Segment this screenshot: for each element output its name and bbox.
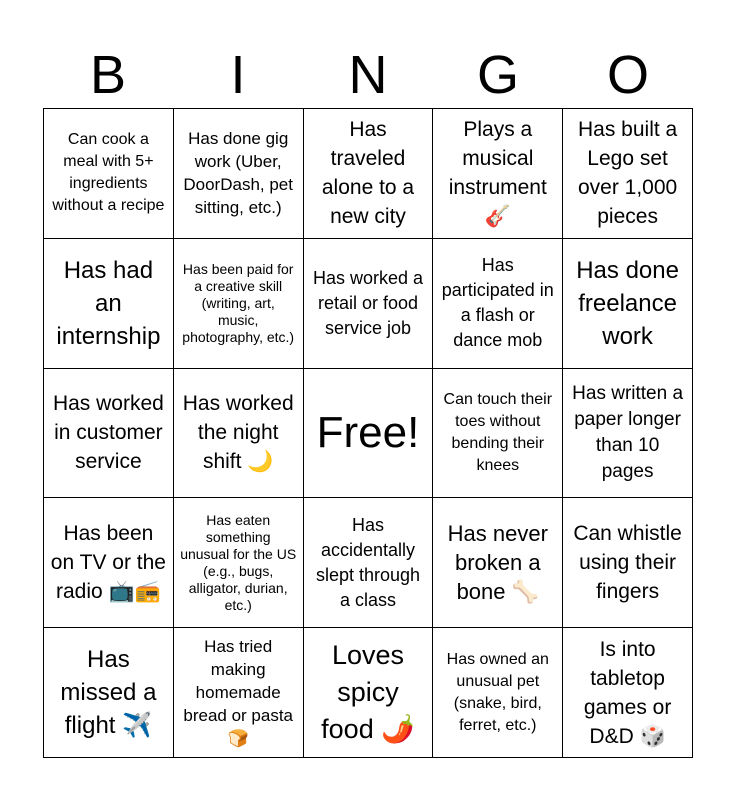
bingo-cell-text: Can touch their toes without bending their knees xyxy=(443,390,553,474)
bingo-cell-text: Has had an internship xyxy=(56,256,161,350)
bingo-cell-text: Has done freelance work xyxy=(576,256,679,350)
header-letter-i: I xyxy=(230,45,246,105)
bingo-cell[interactable] xyxy=(174,628,304,758)
bingo-cell[interactable] xyxy=(433,628,563,758)
bingo-cell[interactable] xyxy=(174,498,304,628)
bingo-cell[interactable] xyxy=(433,369,563,499)
bingo-cell-text: Has worked a retail or food service job xyxy=(312,267,424,338)
bingo-cell-text: Has worked in customer service xyxy=(52,392,164,474)
header-letter-g: G xyxy=(476,45,519,105)
bingo-cell[interactable] xyxy=(563,239,693,369)
bingo-cell[interactable] xyxy=(44,239,174,369)
bingo-cell[interactable] xyxy=(563,109,693,239)
bingo-cell-text: Has missed a flight ✈️ xyxy=(60,646,157,740)
bingo-cell-text: Has accidentally slept through a class xyxy=(315,514,421,610)
bingo-cell[interactable] xyxy=(304,628,434,758)
bingo-cell[interactable] xyxy=(433,109,563,239)
bingo-cell-text: Has never broken a bone 🦴 xyxy=(447,521,548,605)
bingo-cell-text: Can cook a meal with 5+ ingredients without a recipe xyxy=(52,131,165,215)
bingo-cell-text: Has tried making homemade bread or pasta 🍞 xyxy=(183,637,294,749)
header-letter-o: O xyxy=(606,45,649,105)
bingo-cell-text: Has eaten something unusual for the US (e.g., bugs, alligator, durian, etc.) xyxy=(180,511,297,613)
bingo-grid xyxy=(43,108,693,758)
bingo-cell-free[interactable] xyxy=(304,369,434,499)
bingo-cell[interactable] xyxy=(563,369,693,499)
bingo-cell-text: Free! xyxy=(316,407,420,457)
bingo-cell-text: Has owned an unusual pet (snake, bird, ferret, etc.) xyxy=(446,650,549,734)
bingo-cell[interactable] xyxy=(304,109,434,239)
bingo-cell[interactable] xyxy=(44,109,174,239)
bingo-cell-text: Has done gig work (Uber, DoorDash, pet sitting, etc.) xyxy=(183,129,293,218)
bingo-cell-text: Has worked the night shift 🌙 xyxy=(182,392,294,474)
bingo-cell[interactable] xyxy=(174,369,304,499)
bingo-cell-text: Has been on TV or the radio 📺📻 xyxy=(50,522,166,604)
bingo-cell[interactable] xyxy=(433,239,563,369)
bingo-cell-text: Loves spicy food 🌶️ xyxy=(321,640,415,745)
bingo-cell[interactable] xyxy=(433,498,563,628)
bingo-cell[interactable] xyxy=(44,628,174,758)
bingo-cell-text: Has traveled alone to a new city xyxy=(321,118,415,229)
bingo-cell[interactable] xyxy=(174,109,304,239)
bingo-cell[interactable] xyxy=(304,498,434,628)
bingo-cell[interactable] xyxy=(563,628,693,758)
bingo-cell[interactable] xyxy=(44,498,174,628)
bingo-cell-text: Has participated in a flash or dance mob xyxy=(441,255,554,351)
bingo-cell-text: Is into tabletop games or D&D 🎲 xyxy=(583,637,672,748)
header-letter-n: N xyxy=(348,45,388,105)
bingo-cell-text: Can whistle using their fingers xyxy=(573,522,682,604)
bingo-header xyxy=(43,42,693,108)
bingo-cell[interactable] xyxy=(44,369,174,499)
bingo-cell[interactable] xyxy=(174,239,304,369)
bingo-cell[interactable] xyxy=(563,498,693,628)
bingo-cell-text: Has been paid for a creative skill (writing, art, music, photography, etc.) xyxy=(182,260,295,345)
bingo-cell-text: Has built a Lego set over 1,000 pieces xyxy=(577,118,678,229)
header-letter-b: B xyxy=(89,45,127,105)
bingo-cell[interactable] xyxy=(304,239,434,369)
bingo-cell-text: Has written a paper longer than 10 pages xyxy=(572,382,684,482)
bingo-cell-text: Plays a musical instrument 🎸 xyxy=(448,118,547,229)
